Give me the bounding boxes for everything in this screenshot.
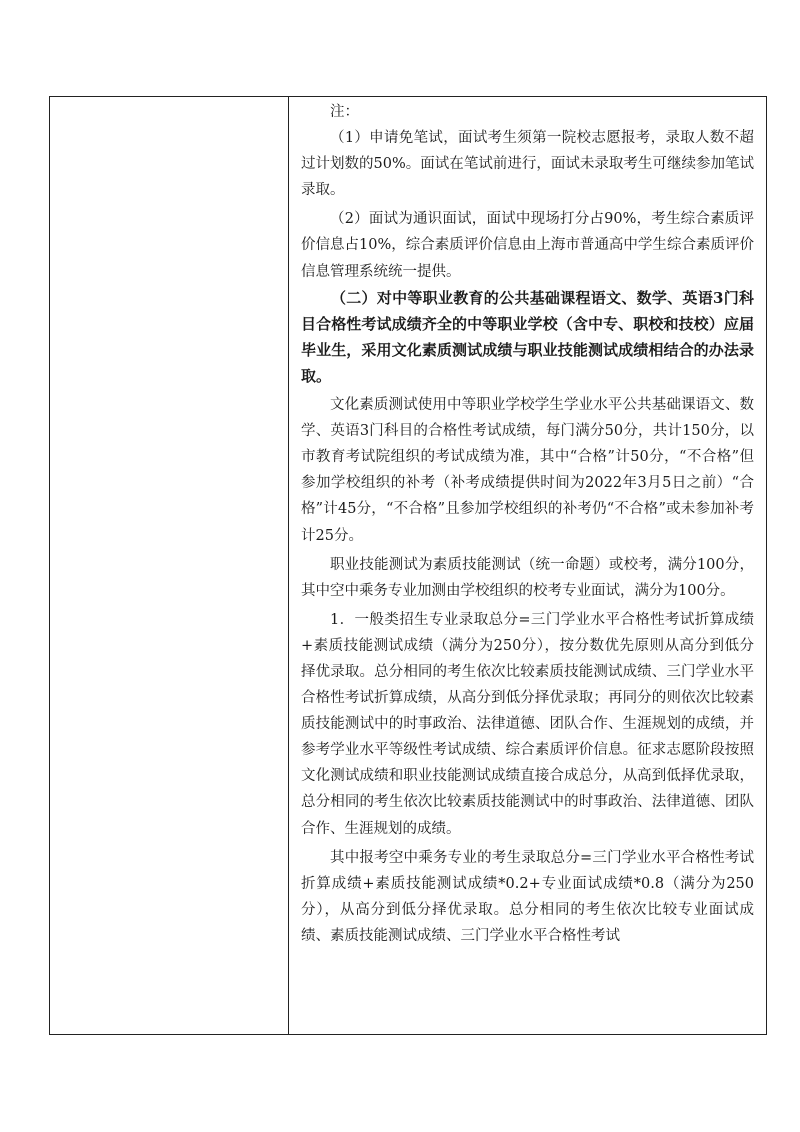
aviation-rule-paragraph: 其中报考空中乘务专业的考生录取总分=三门学业水平合格性考试折算成绩+素质技能测试成绩*0.2+专业面试成绩*0.8（满分为250分），从高分到低分择优录取。总分相同的考生依次比较专业面试成绩、素质技能测试成绩、三门学业水平合格性考试 (301, 849, 754, 944)
note-paragraph-2: （2）面试为通识面试，面试中现场打分占90%，考生综合素质评价信息占10%，综合素质评价信息由上海市普通高中学生综合素质评价信息管理系统统一提供。 (301, 211, 754, 280)
note-heading: 注： (330, 104, 359, 120)
table-right-cell (289, 97, 766, 1034)
note-paragraph-1: （1）申请免笔试，面试考生须第一院校志愿报考，录取人数不超过计划数的50%。面试在笔试前进行，面试未录取考生可继续参加笔试录取。 (301, 130, 754, 199)
rule-1-paragraph: 1．一般类招生专业录取总分=三门学业水平合格性考试折算成绩+素质技能测试成绩（满分为250分），按分数优先原则从高分到低分择优录取。总分相同的考生依次比较素质技能测试成绩、三门学业水平合格性考试折算成绩，从高分到低分择优录取；再同分的则依次比较素质技能测试中的时事政治、法律道德、团队合作、生涯规划的成绩，并参考学业水平等级性考试成绩、综合素质评价信息。征求志愿阶段按照文化测试成绩和职业技能测试成绩直接合成总分，从高到低择优录取，总分相同的考生依次比较素质技能测试中的时事政治、法律道德、团队合作、生涯规划的成绩。 (301, 611, 754, 837)
culture-test-paragraph: 文化素质测试使用中等职业学校学生学业水平公共基础课语文、数学、英语3门科目的合格性考试成绩，每门满分50分，共计150分，以市教育考试院组织的考试成绩为准，其中“合格”计50分，“不合格”但参加学校组织的补考（补考成绩提供时间为2022年3月5日之前）“合格”计45分，“不合格”且参加学校组织的补考仍“不合格”或未参加补考计25分。 (301, 397, 754, 544)
skill-test-paragraph: 职业技能测试为素质技能测试（统一命题）或校考，满分100分，其中空中乘务专业加测由学校组织的校考专业面试，满分为100分。 (301, 556, 754, 599)
content-table (49, 96, 767, 1035)
table-left-cell (50, 97, 289, 1034)
section-2-heading: （二）对中等职业教育的公共基础课程语文、数学、英语3门科目合格性考试成绩齐全的中等职业学校（含中专、职校和技校）应届毕业生，采用文化素质测试成绩与职业技能测试成绩相结合的办法录取。 (301, 288, 754, 385)
